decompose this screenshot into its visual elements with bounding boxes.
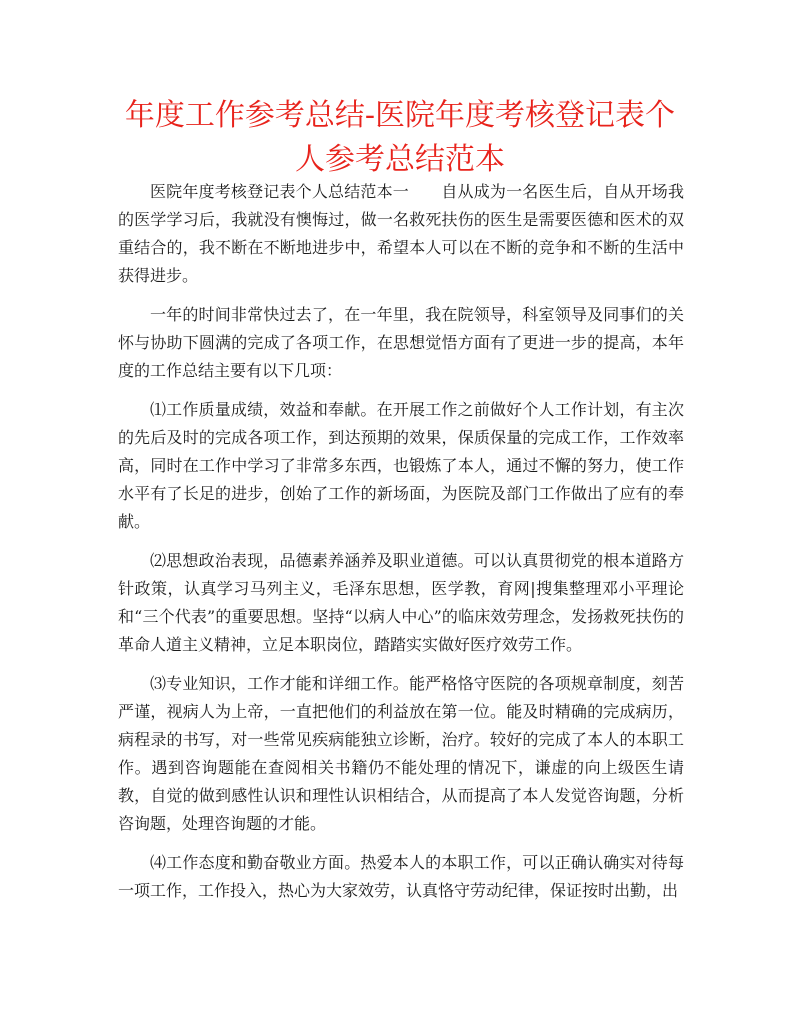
document-body	[118, 178, 684, 916]
paragraph-item-3: ⑶专业知识，工作才能和详细工作。能严格恪守医院的各项规章制度，刻苦严谨，视病人为上帝，一直把他们的利益放在第一位。能及时精确的完成病历，病程录的书写，对一些常见疾病能独立诊断，治疗。较好的完成了本人的本职工作。遇到咨询题能在查阅相关书籍仍不能处理的情况下，谦虚的向上级医生请教，自觉的做到感性认识和理性认识相结合，从而提高了本人发觉咨询题，分析咨询题，处理咨询题的才能。	[118, 674, 684, 833]
paragraph-item-2: ⑵思想政治表现，品德素养涵养及职业道德。可以认真贯彻党的根本道路方针政策，认真学习马列主义，毛泽东思想，医学教，育网|搜集整理邓小平理论和“三个代表”的重要思想。坚持“以病人中心”的临床效劳理念，发扬救死扶伤的革命人道主义精神，立足本职岗位，踏踏实实做好医疗效劳工作。	[118, 551, 684, 654]
paragraph-overview: 一年的时间非常快过去了，在一年里，我在院领导，科室领导及同事们的关怀与协助下圆满的完成了各项工作，在思想觉悟方面有了更进一步的提高，本年度的工作总结主要有以下几项：	[118, 305, 684, 380]
document-title: 年度工作参考总结-医院年度考核登记表个人参考总结范本	[124, 98, 676, 177]
paragraph-intro: 医院年度考核登记表个人总结范本一 自从成为一名医生后，自从开场我的医学学习后，我就没有懊悔过，做一名救死扶伤的医生是需要医德和医术的双重结合的，我不断在不断地进步中，希望本人可以在不断的竞争和不断的生活中获得进步。	[118, 182, 684, 285]
paragraph-item-4: ⑷工作态度和勤奋敬业方面。热爱本人的本职工作，可以正确认确实对待每一项工作，工作投入，热心为大家效劳，认真恪守劳动纪律，保证按时出勤，出	[118, 853, 684, 900]
paragraph-item-1: ⑴工作质量成绩，效益和奉献。在开展工作之前做好个人工作计划，有主次的先后及时的完成各项工作，到达预期的效果，保质保量的完成工作，工作效率高，同时在工作中学习了非常多东西，也锻炼了本人，通过不懈的努力，使工作水平有了长足的进步，创始了工作的新场面，为医院及部门工作做出了应有的奉献。	[118, 400, 684, 531]
